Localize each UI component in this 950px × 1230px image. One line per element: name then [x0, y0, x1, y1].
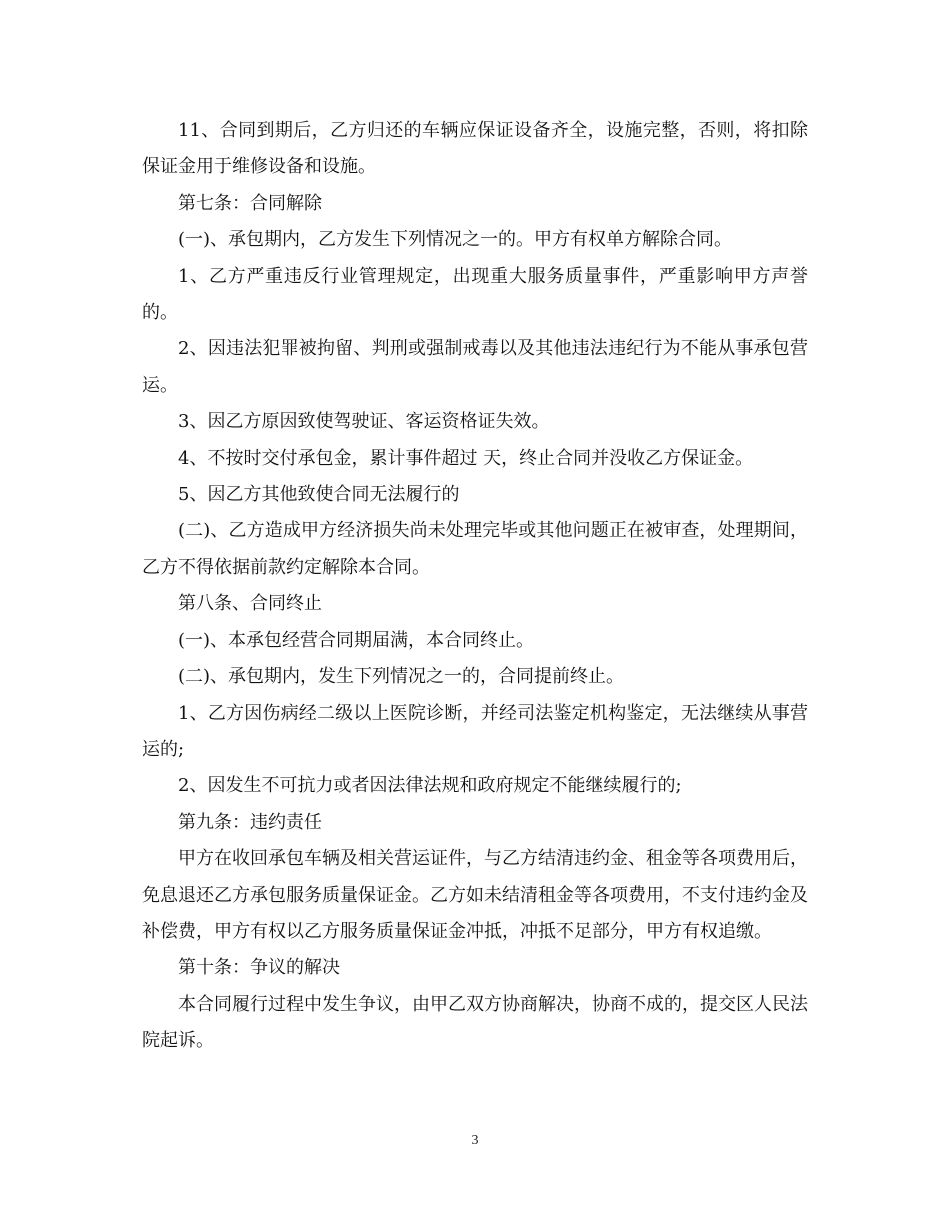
article-8-item-1: (一)、本承包经营合同期届满，本合同终止。	[178, 629, 535, 651]
article-10-heading: 第十条：争议的解决	[178, 957, 340, 979]
article-8-subitem-2: 2、因发生不可抗力或者因法律法规和政府规定不能继续履行的;	[178, 775, 682, 797]
article-7-item-2: (二)、乙方造成甲方经济损失尚未处理完毕或其他问题正在被审查，处理期间，乙方不得依据前款约定解除本合同。	[142, 520, 808, 578]
article-7-subitem-5: 5、因乙方其他致使合同无法履行的	[178, 484, 460, 506]
article-8-subitem-1: 1、乙方因伤病经二级以上医院诊断，并经司法鉴定机构鉴定，无法继续从事营运的;	[142, 702, 808, 760]
page-number: 3	[471, 1133, 479, 1148]
article-7-subitem-2: 2、因违法犯罪被拘留、判刑或强制戒毒以及其他违法违纪行为不能从事承包营运。	[142, 338, 808, 396]
article-8-item-2-intro: (二)、承包期内，发生下列情况之一的，合同提前终止。	[178, 666, 625, 688]
article-7-heading: 第七条：合同解除	[178, 192, 322, 214]
article-7-subitem-3: 3、因乙方原因致使驾驶证、客运资格证失效。	[178, 411, 550, 433]
article-7-subitem-4: 4、不按时交付承包金，累计事件超过 天，终止合同并没收乙方保证金。	[178, 447, 754, 469]
article-9-body: 甲方在收回承包车辆及相关营运证件，与乙方结清违约金、租金等各项费用后，免息退还乙方承包服务质量保证金。乙方如未结清租金等各项费用，不支付违约金及补偿费，甲方有权以乙方服务质量保证金冲抵，冲抵不足部分，甲方有权追缴。	[142, 848, 808, 942]
document-body	[142, 113, 808, 1060]
article-7-subitem-1: 1、乙方严重违反行业管理规定，出现重大服务质量事件，严重影响甲方声誉的。	[142, 265, 808, 324]
article-8-heading: 第八条、合同终止	[178, 593, 322, 615]
article-9-heading: 第九条：违约责任	[178, 811, 322, 833]
article-7-item-1-intro: (一)、承包期内，乙方发生下列情况之一的。甲方有权单方解除合同。	[178, 229, 733, 251]
clause-11-return-vehicle: 11、合同到期后，乙方归还的车辆应保证设备齐全，设施完整，否则，将扣除保证金用于维修设备和设施。	[142, 120, 808, 178]
article-10-body: 本合同履行过程中发生争议，由甲乙双方协商解决，协商不成的，提交区人民法院起诉。	[142, 993, 808, 1052]
